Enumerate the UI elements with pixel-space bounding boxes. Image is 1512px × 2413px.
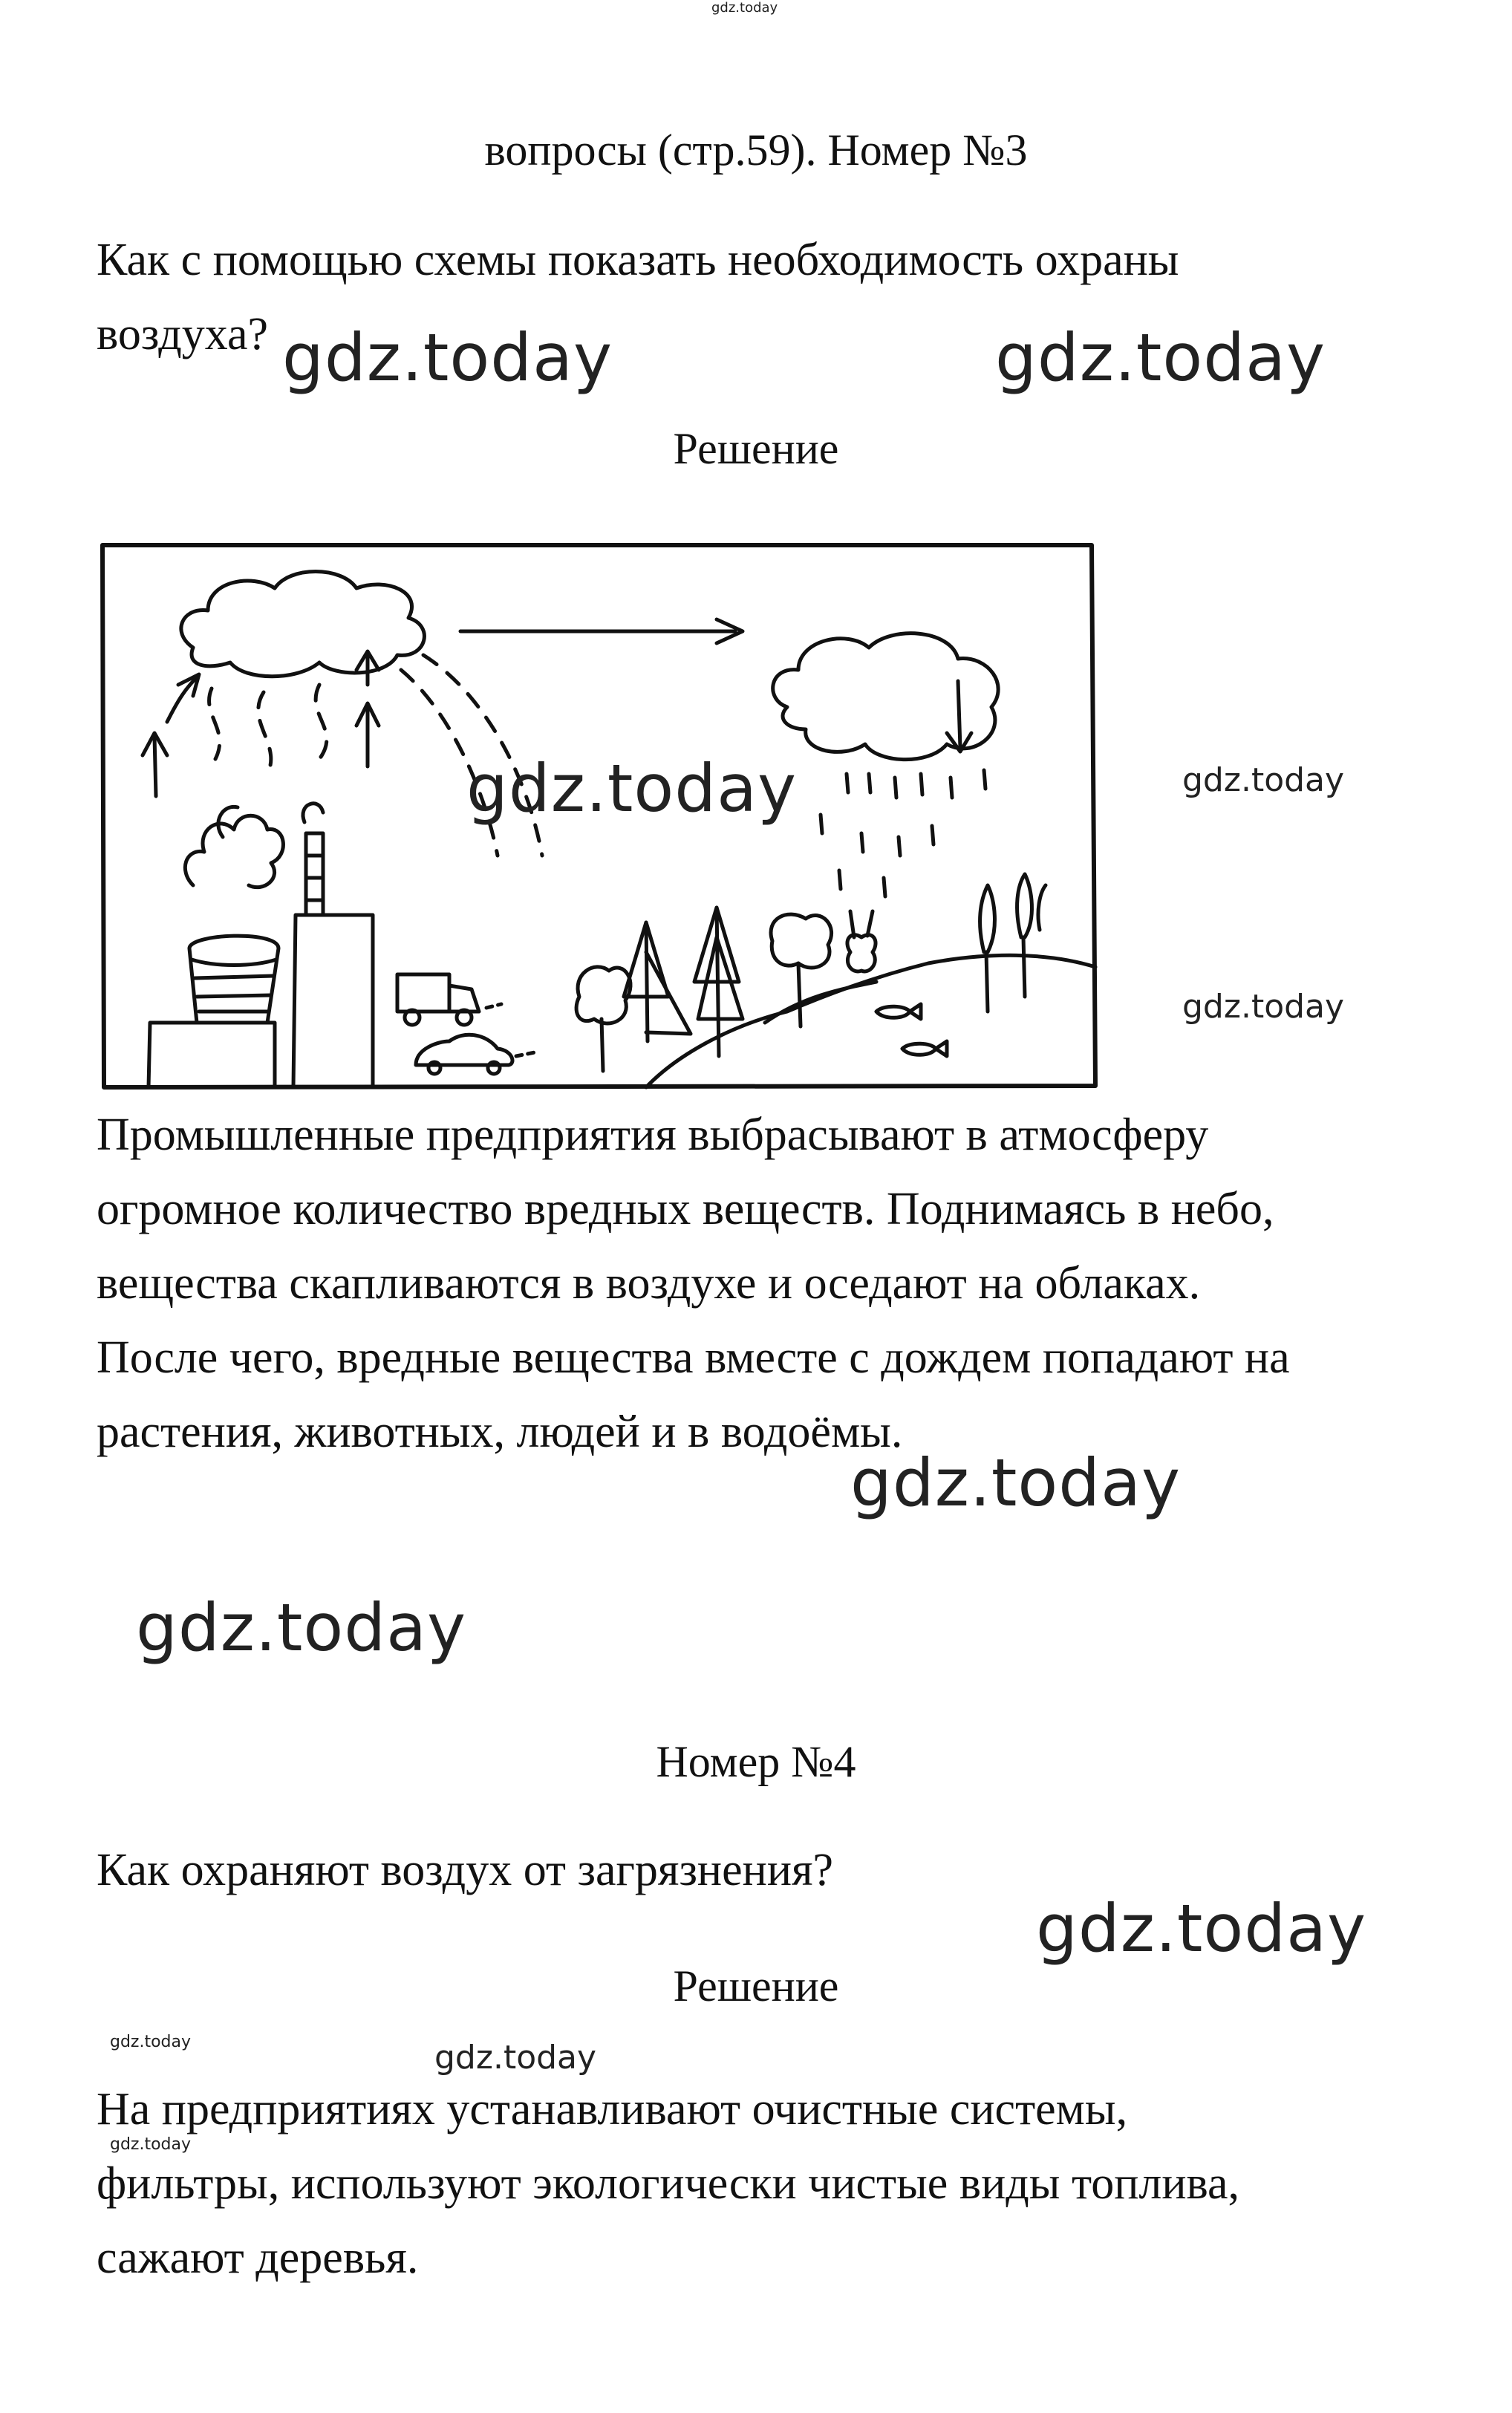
watermark: gdz.today — [434, 2039, 597, 2077]
watermark: gdz.today — [282, 319, 613, 396]
answer-4-line: фильтры, используют экологически чистые виды топлива, — [97, 2158, 1240, 2209]
question-4-line: Как охраняют воздух от загрязнения? — [97, 1845, 834, 1895]
watermark: gdz.today — [110, 2033, 192, 2051]
page-title: вопросы (стр.59). Номер №3 — [484, 126, 1028, 175]
answer-4-text — [97, 2072, 1239, 2295]
watermark: gdz.today — [466, 750, 798, 827]
watermark: gdz.today — [136, 1589, 467, 1666]
solution-label-4: Решение — [673, 1961, 839, 2010]
watermark: gdz.today — [995, 319, 1326, 396]
question-4-title: Номер №4 — [656, 1737, 856, 1786]
watermark: gdz.today — [1182, 761, 1345, 799]
watermark: gdz.today — [711, 0, 778, 16]
answer-3-line: растения, животных, людей и в водоёмы. — [97, 1407, 903, 1457]
solution-label-3: Решение — [673, 424, 839, 473]
question-3-line: Как с помощью схемы показать необходимость охраны — [97, 235, 1179, 285]
question-4-text — [97, 1833, 833, 1907]
question-3-line: воздуха? — [97, 309, 268, 359]
watermark: gdz.today — [850, 1445, 1182, 1521]
watermark: gdz.today — [1036, 1890, 1367, 1967]
answer-3-line: После чего, вредные вещества вместе с дождем попадают на — [97, 1332, 1290, 1383]
answer-3-line: Промышленные предприятия выбрасывают в атмосферу — [97, 1110, 1209, 1160]
watermark: gdz.today — [110, 2135, 192, 2154]
answer-3-line: вещества скапливаются в воздухе и оседают на облаках. — [97, 1258, 1201, 1309]
watermark: gdz.today — [1182, 988, 1345, 1026]
answer-3-line: огромное количество вредных веществ. Поднимаясь в небо, — [97, 1184, 1274, 1234]
answer-3-text — [97, 1098, 1290, 1469]
answer-4-line: сажают деревья. — [97, 2233, 419, 2283]
answer-4-line: На предприятиях устанавливают очистные системы, — [97, 2084, 1128, 2134]
